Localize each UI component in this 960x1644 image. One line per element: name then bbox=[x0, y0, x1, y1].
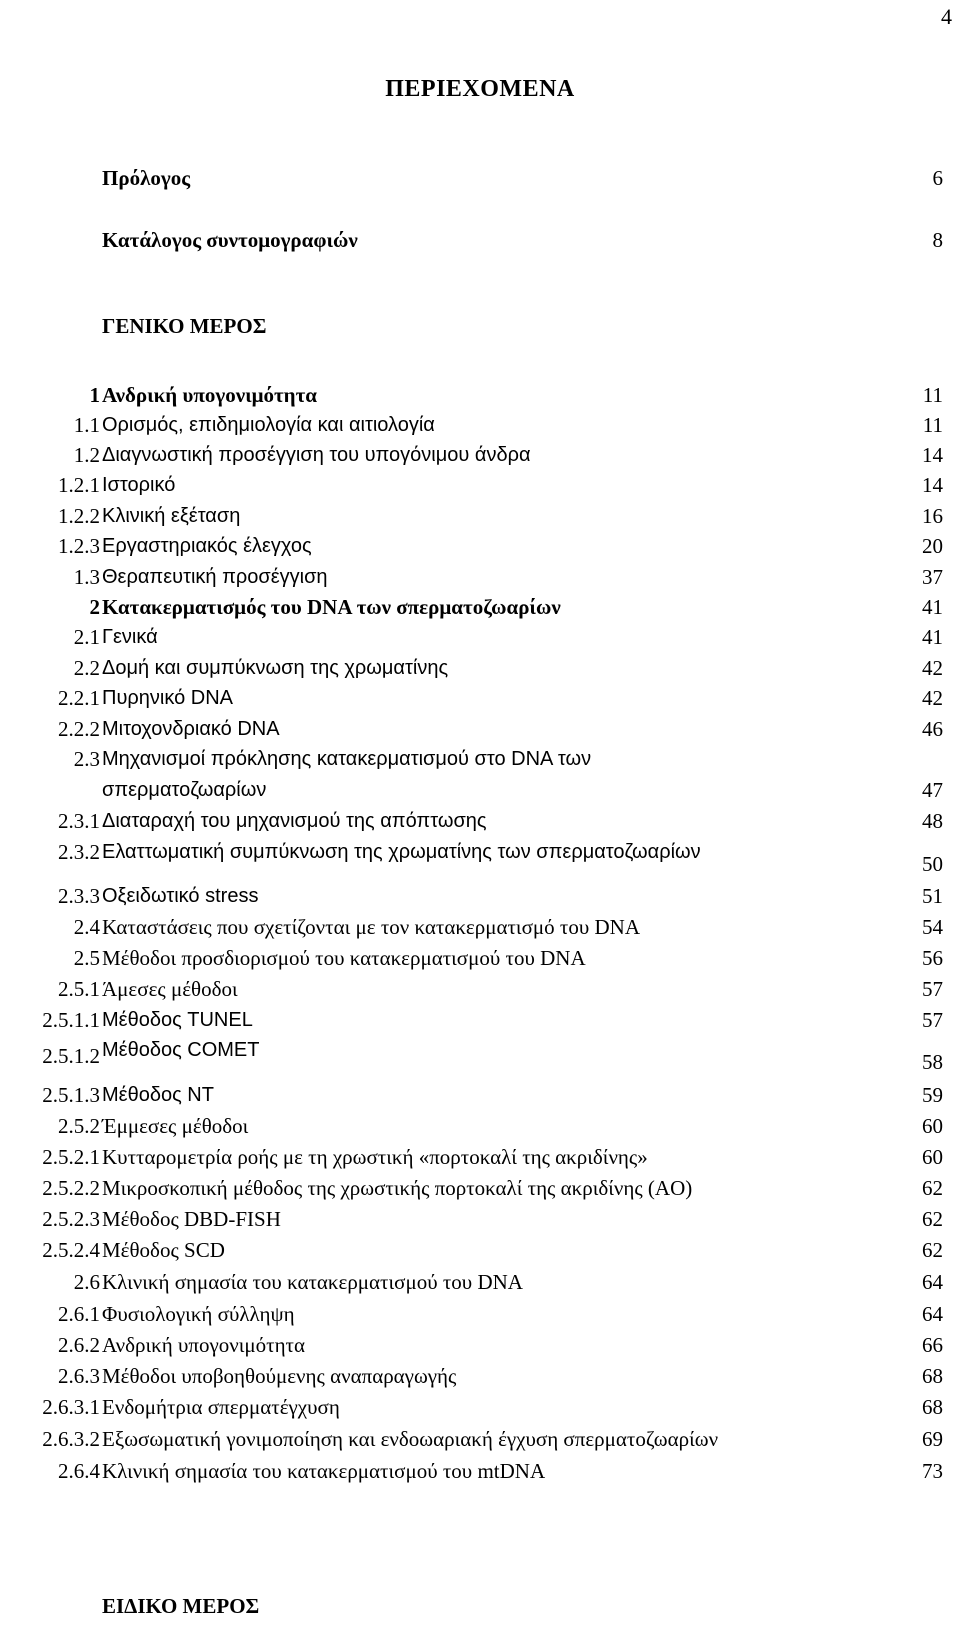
entry-text: Ενδομήτρια σπερματέγχυση bbox=[102, 1395, 340, 1419]
entry-page: 8 bbox=[932, 228, 943, 252]
toc-entry[interactable] bbox=[0, 1112, 960, 1142]
entry-text: Άμεσες μέθοδοι bbox=[102, 977, 238, 1001]
entry-text: Καταστάσεις που σχετίζονται με τον κατακερματισμό του DNA bbox=[102, 915, 640, 939]
entry-text: Μέθοδος NT bbox=[102, 1084, 214, 1106]
entry-page: 11 bbox=[922, 383, 943, 407]
toc-entry[interactable] bbox=[0, 1036, 960, 1074]
toc-entry[interactable] bbox=[0, 1268, 960, 1298]
entry-page: 68 bbox=[922, 1395, 943, 1419]
entry-text: Οξειδωτικό stress bbox=[102, 885, 259, 907]
entry-number: 2.3.3 bbox=[58, 884, 100, 908]
entry-text: Εξωσωματική γονιμοποίηση και ενδοωαριακή έγχυση σπερματοζωαρίων bbox=[102, 1427, 719, 1451]
entry-page: 20 bbox=[922, 534, 943, 558]
entry-text: Πρόλογος bbox=[102, 166, 191, 190]
toc-entry[interactable] bbox=[0, 1331, 960, 1361]
entry-number: 2.6.1 bbox=[58, 1302, 100, 1326]
entry-page: 51 bbox=[922, 884, 943, 908]
entry-page: 46 bbox=[922, 717, 943, 741]
entry-number: 2 bbox=[89, 595, 100, 619]
entry-number: 2.5.2.2 bbox=[42, 1176, 100, 1200]
toc-entry[interactable] bbox=[0, 1205, 960, 1235]
toc-entry[interactable] bbox=[0, 1393, 960, 1423]
entry-text: Μικροσκοπική μέθοδος της χρωστικής πορτοκαλί της ακριδίνης (AO) bbox=[102, 1176, 693, 1200]
entry-page: 60 bbox=[922, 1145, 943, 1169]
entry-number: 2.5.2.3 bbox=[42, 1207, 100, 1231]
entry-number: 2.5.1.1 bbox=[42, 1008, 100, 1032]
toc-entry[interactable] bbox=[0, 1457, 960, 1487]
toc-entry[interactable] bbox=[0, 471, 960, 501]
entry-page: 68 bbox=[922, 1364, 943, 1388]
entry-number: 2.5.2.4 bbox=[42, 1238, 100, 1262]
entry-text: Ανδρική υπογονιμότητα bbox=[102, 383, 318, 407]
entry-page: 14 bbox=[922, 443, 943, 467]
toc-entry[interactable] bbox=[0, 1174, 960, 1204]
entry-text: Κυτταρομετρία ροής με τη χρωστική «πορτοκαλί της ακριδίνης» bbox=[102, 1145, 648, 1169]
toc-entry[interactable] bbox=[0, 1236, 960, 1266]
toc-entry[interactable] bbox=[0, 411, 960, 441]
entry-page: 16 bbox=[922, 504, 943, 528]
toc-entry[interactable] bbox=[0, 944, 960, 974]
entry-number: 2.3.2 bbox=[58, 840, 100, 864]
entry-text: Θεραπευτική προσέγγιση bbox=[102, 566, 328, 588]
entry-text: Μηχανισμοί πρόκλησης κατακερματισμού στο DNA των bbox=[102, 748, 592, 770]
entry-page: 62 bbox=[922, 1207, 943, 1231]
toc-entry[interactable] bbox=[0, 1143, 960, 1173]
entry-page: 62 bbox=[922, 1238, 943, 1262]
toc-entry-abbreviations[interactable] bbox=[0, 226, 960, 256]
toc-entry[interactable] bbox=[0, 1300, 960, 1330]
entry-number: 2.5.2 bbox=[58, 1114, 100, 1138]
entry-text: Μέθοδος DBD-FISH bbox=[102, 1207, 281, 1231]
entry-page: 62 bbox=[922, 1176, 943, 1200]
entry-number: 2.6.3 bbox=[58, 1364, 100, 1388]
entry-page: 42 bbox=[922, 656, 943, 680]
entry-page: 59 bbox=[922, 1083, 943, 1107]
entry-text: Φυσιολογική σύλληψη bbox=[102, 1302, 295, 1326]
entry-text: Διαγνωστική προσέγγιση του υπογόνιμου άνδρα bbox=[102, 444, 531, 466]
entry-text: Μέθοδος COMET bbox=[102, 1039, 260, 1061]
entry-text: Μέθοδος SCD bbox=[102, 1238, 225, 1262]
entry-text: Μέθοδοι προσδιορισμού του κατακερματισμού του DNA bbox=[102, 946, 586, 970]
toc-entry[interactable] bbox=[0, 654, 960, 684]
entry-page: 66 bbox=[922, 1333, 943, 1357]
toc-entry[interactable] bbox=[0, 502, 960, 532]
entry-text: Ανδρική υπογονιμότητα bbox=[102, 1333, 305, 1357]
entry-text: Διαταραχή του μηχανισμού της απόπτωσης bbox=[102, 810, 487, 832]
section-heading-special: ΕΙΔΙΚΟ ΜΕΡΟΣ bbox=[102, 1594, 260, 1618]
entry-page: 41 bbox=[922, 625, 943, 649]
entry-number: 1.2.1 bbox=[58, 473, 100, 497]
entry-page: 11 bbox=[922, 413, 943, 437]
entry-number: 2.2 bbox=[73, 656, 100, 680]
entry-text: Κλινική σημασία του κατακερματισμού του mtDNA bbox=[102, 1459, 546, 1483]
entry-page: 37 bbox=[922, 565, 943, 589]
toc-entry[interactable] bbox=[0, 715, 960, 745]
entry-number: 2.5.1.2 bbox=[42, 1044, 100, 1068]
entry-number: 1.2.2 bbox=[58, 504, 100, 528]
entry-page: 48 bbox=[922, 809, 943, 833]
toc-entry[interactable] bbox=[0, 441, 960, 471]
section-heading-general: ΓΕΝΙΚΟ ΜΕΡΟΣ bbox=[102, 314, 267, 338]
toc-entry[interactable] bbox=[0, 913, 960, 943]
entry-page: 56 bbox=[922, 946, 943, 970]
entry-page: 64 bbox=[922, 1302, 943, 1326]
entry-number: 2.6 bbox=[73, 1270, 100, 1294]
toc-entry[interactable] bbox=[0, 381, 960, 411]
toc-entry-continuation[interactable] bbox=[0, 776, 960, 806]
entry-number: 1 bbox=[89, 383, 100, 407]
entry-page: 58 bbox=[922, 1050, 943, 1074]
entry-page: 6 bbox=[932, 166, 943, 190]
entry-number: 2.6.4 bbox=[58, 1459, 100, 1483]
entry-page: 69 bbox=[922, 1427, 943, 1451]
toc-entry[interactable] bbox=[0, 684, 960, 714]
entry-page: 54 bbox=[922, 915, 943, 939]
entry-number: 2.6.3.2 bbox=[42, 1427, 100, 1451]
entry-number: 2.5.2.1 bbox=[42, 1145, 100, 1169]
entry-text: Ορισμός, επιδημιολογία και αιτιολογία bbox=[102, 414, 435, 436]
entry-text: Γενικά bbox=[102, 626, 158, 648]
toc-entry[interactable] bbox=[0, 1425, 960, 1455]
entry-text: Κλινική εξέταση bbox=[102, 505, 241, 527]
entry-number: 2.6.2 bbox=[58, 1333, 100, 1357]
toc-entry[interactable] bbox=[0, 882, 960, 912]
toc-entry[interactable] bbox=[0, 623, 960, 653]
entry-number: 2.5.1 bbox=[58, 977, 100, 1001]
entry-text: σπερματοζωαρίων bbox=[102, 779, 267, 801]
entry-number: 2.1 bbox=[73, 625, 100, 649]
entry-text: Πυρηνικό DNA bbox=[102, 687, 233, 709]
entry-page: 14 bbox=[922, 473, 943, 497]
toc-entry[interactable] bbox=[0, 563, 960, 593]
entry-text: Ιστορικό bbox=[102, 474, 176, 496]
toc-entry[interactable] bbox=[0, 745, 960, 775]
entry-number: 1.2 bbox=[73, 443, 100, 467]
toc-entry[interactable] bbox=[0, 1362, 960, 1392]
entry-text: Έμμεσες μέθοδοι bbox=[102, 1114, 249, 1138]
page-number: 4 bbox=[941, 4, 952, 29]
toc-entry[interactable] bbox=[0, 1081, 960, 1111]
entry-page: 41 bbox=[922, 595, 943, 619]
entry-text: Κλινική σημασία του κατακερματισμού του DNA bbox=[102, 1270, 523, 1294]
entry-number: 2.3 bbox=[73, 747, 100, 771]
toc-entry[interactable] bbox=[0, 975, 960, 1005]
page-title: ΠΕΡΙΕΧΟΜΕΝΑ bbox=[385, 76, 575, 102]
entry-text: Κατακερματισμός του DNA των σπερματοζωαρίων bbox=[102, 595, 561, 619]
entry-text: Μέθοδος TUNEL bbox=[102, 1009, 253, 1031]
entry-text: Εργαστηριακός έλεγχος bbox=[102, 535, 312, 557]
entry-number: 2.2.1 bbox=[58, 686, 100, 710]
toc-entry[interactable] bbox=[0, 532, 960, 562]
entry-page: 60 bbox=[922, 1114, 943, 1138]
toc-entry[interactable] bbox=[0, 807, 960, 837]
entry-page: 47 bbox=[922, 778, 943, 802]
entry-number: 1.1 bbox=[73, 413, 100, 437]
entry-number: 1.3 bbox=[73, 565, 100, 589]
entry-page: 42 bbox=[922, 686, 943, 710]
entry-page: 73 bbox=[922, 1459, 943, 1483]
entry-number: 2.5.1.3 bbox=[42, 1083, 100, 1107]
entry-number: 2.3.1 bbox=[58, 809, 100, 833]
entry-text: Ελαττωματική συμπύκνωση της χρωματίνης των σπερματοζωαρίων bbox=[102, 841, 701, 863]
entry-text: Δομή και συμπύκνωση της χρωματίνης bbox=[102, 657, 449, 679]
entry-text: Μέθοδοι υποβοηθούμενης αναπαραγωγής bbox=[102, 1364, 457, 1388]
entry-number: 2.5 bbox=[73, 946, 100, 970]
entry-text: Κατάλογος συντομογραφιών bbox=[102, 228, 358, 252]
entry-page: 57 bbox=[922, 977, 943, 1001]
entry-page: 57 bbox=[922, 1008, 943, 1032]
entry-number: 1.2.3 bbox=[58, 534, 100, 558]
entry-number: 2.6.3.1 bbox=[42, 1395, 100, 1419]
entry-number: 2.4 bbox=[73, 915, 100, 939]
toc-entry[interactable] bbox=[0, 593, 960, 623]
toc-entry[interactable] bbox=[0, 1006, 960, 1036]
entry-page: 50 bbox=[922, 852, 943, 876]
toc-entry[interactable] bbox=[0, 838, 960, 876]
entry-number: 2.2.2 bbox=[58, 717, 100, 741]
entry-page: 64 bbox=[922, 1270, 943, 1294]
toc-entry-preface[interactable] bbox=[0, 164, 960, 194]
entry-text: Μιτοχονδριακό DNA bbox=[102, 718, 280, 740]
